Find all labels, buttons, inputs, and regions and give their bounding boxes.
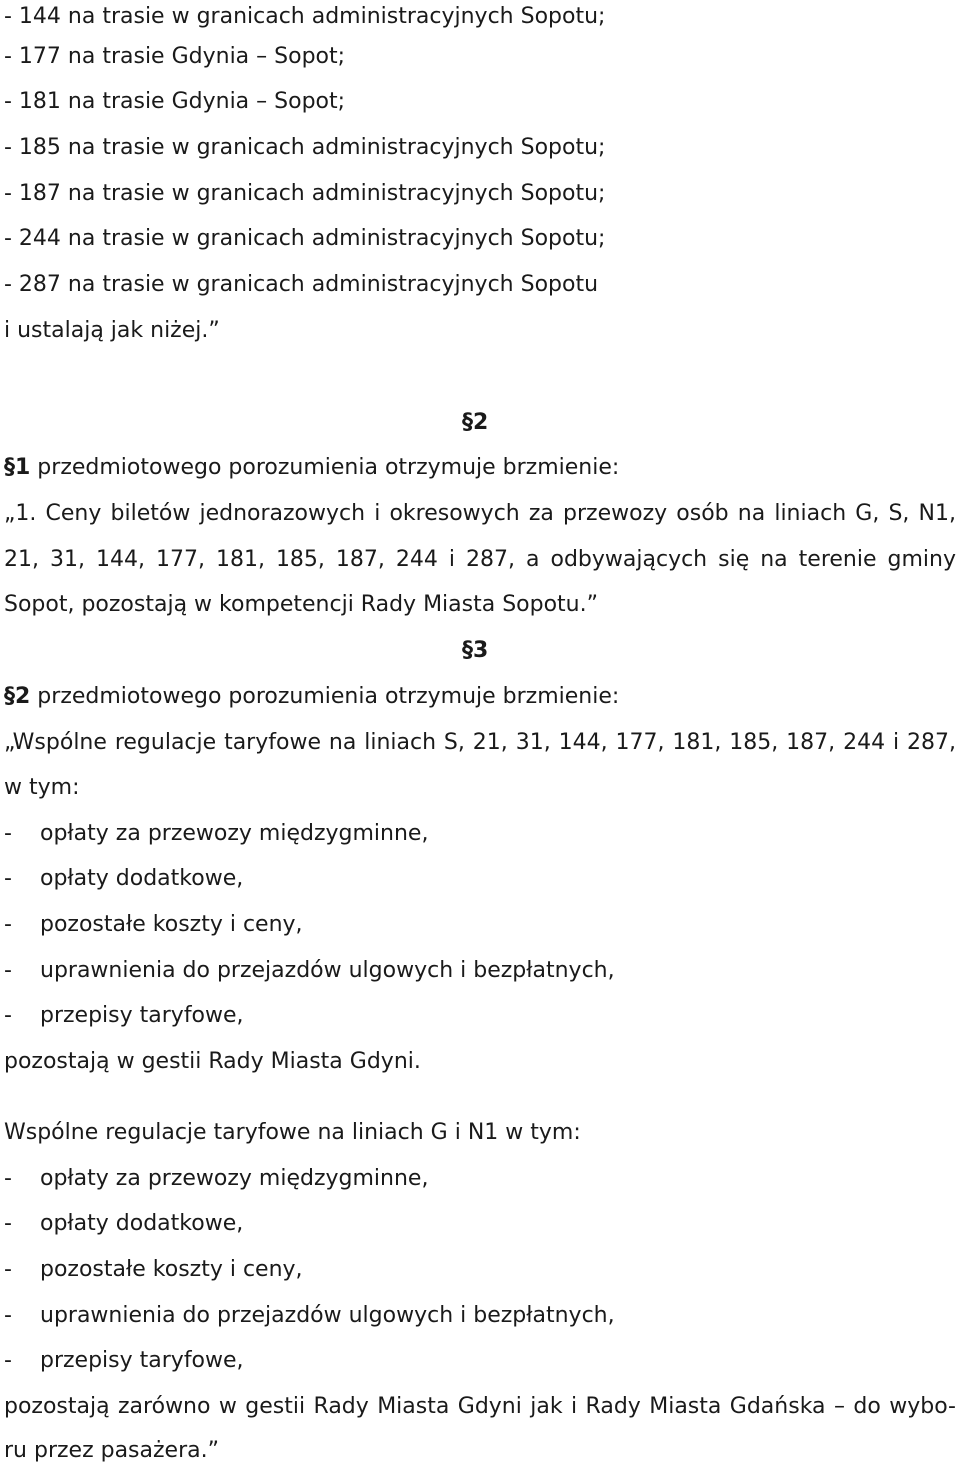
reference-text: przedmiotowego porozumienia otrzymuje brzmienie:	[30, 684, 620, 709]
paragraph-sign: §	[4, 455, 15, 480]
list-item: - opłaty dodatkowe,	[4, 864, 243, 894]
list-item: - uprawnienia do przejazdów ulgowych i bezpłatnych,	[4, 1301, 615, 1331]
dash: -	[4, 912, 12, 937]
list-item: - 287 na trasie w granicach administracyjnych Sopotu	[4, 272, 599, 297]
paragraph-line: ru przez pasażera.”	[4, 1438, 220, 1463]
dash: -	[4, 821, 12, 846]
dash: -	[4, 1303, 12, 1328]
list-item: - pozostałe koszty i ceny,	[4, 1255, 303, 1285]
reference-text: przedmiotowego porozumienia otrzymuje brzmienie:	[30, 455, 620, 480]
dash: -	[4, 1348, 12, 1373]
paragraph-sign: §	[462, 410, 473, 435]
paragraph-line: w tym:	[4, 775, 80, 800]
list-item: - 181 na trasie Gdynia – Sopot;	[4, 89, 346, 114]
dash: -	[4, 1211, 12, 1236]
list-item: - uprawnienia do przejazdów ulgowych i bezpłatnych,	[4, 956, 615, 986]
paragraph-sign: §	[4, 684, 15, 709]
list-item: - 144 na trasie w granicach administracyjnych Sopotu;	[4, 4, 606, 29]
list-item: - 187 na trasie w granicach administracyjnych Sopotu;	[4, 181, 606, 206]
list-item: - pozostałe koszty i ceny,	[4, 910, 303, 940]
section-reference	[4, 682, 619, 712]
dash: -	[4, 958, 12, 983]
section-number: 3	[473, 638, 489, 663]
dash: -	[4, 1166, 12, 1191]
paragraph-line: „1. Ceny biletów jednorazowych i okresowych za przewozy osób na liniach G, S, N1,	[4, 501, 956, 526]
paragraph-line: Wspólne regulacje taryfowe na liniach G i N1 w tym:	[4, 1120, 581, 1145]
section-number: 2	[473, 410, 489, 435]
dash: -	[4, 866, 12, 891]
list-item: - przepisy taryfowe,	[4, 1346, 244, 1376]
paragraph-line: „Wspólne regulacje taryfowe na liniach S, 21, 31, 144, 177, 181, 185, 187, 244 i 287,	[4, 730, 956, 755]
dash: -	[4, 1257, 12, 1282]
section-reference	[4, 453, 619, 483]
paragraph-sign: §	[462, 638, 473, 663]
list-item: - 177 na trasie Gdynia – Sopot;	[4, 44, 346, 69]
reference-number: 1	[15, 455, 31, 480]
intro-closing: i ustalają jak niżej.”	[4, 318, 220, 343]
paragraph-line: Sopot, pozostają w kompetencji Rady Miasta Sopotu.”	[4, 592, 599, 617]
paragraph-line: 21, 31, 144, 177, 181, 185, 187, 244 i 287, a odbywających się na terenie gminy	[4, 547, 956, 572]
list-item: - opłaty za przewozy międzygminne,	[4, 1164, 428, 1194]
list-item: - opłaty za przewozy międzygminne,	[4, 819, 428, 849]
paragraph-line: pozostają zarówno w gestii Rady Miasta Gdyni jak i Rady Miasta Gdańska – do wybo-	[4, 1394, 956, 1419]
list-item: - przepisy taryfowe,	[4, 1001, 244, 1031]
dash: -	[4, 1003, 12, 1028]
section-heading-3	[462, 636, 488, 666]
list-closing: pozostają w gestii Rady Miasta Gdyni.	[4, 1049, 421, 1074]
section-heading-2	[462, 408, 488, 438]
list-item: - opłaty dodatkowe,	[4, 1209, 243, 1239]
reference-number: 2	[15, 684, 31, 709]
list-item: - 244 na trasie w granicach administracyjnych Sopotu;	[4, 226, 606, 251]
list-item: - 185 na trasie w granicach administracyjnych Sopotu;	[4, 135, 606, 160]
